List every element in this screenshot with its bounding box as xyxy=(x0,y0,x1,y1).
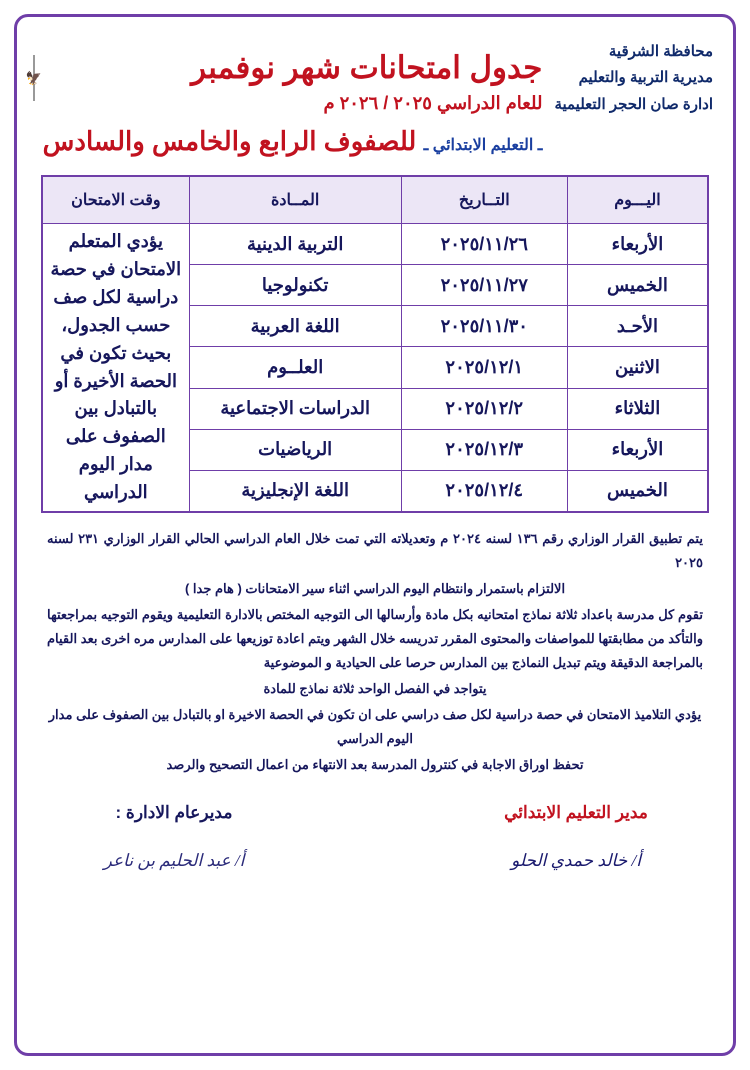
cell-subject: اللغة العربية xyxy=(189,306,401,347)
cell-date: ٢٠٢٥/١٢/٣ xyxy=(401,429,567,470)
cell-day: الأربعاء xyxy=(567,224,708,265)
page-title: جدول امتحانات شهر نوفمبر xyxy=(191,50,543,85)
stage-label: ـ التعليم الابتدائي ـ xyxy=(423,137,543,155)
document-header xyxy=(25,33,713,157)
cell-date: ٢٠٢٥/١١/٢٦ xyxy=(401,224,567,265)
cell-subject: اللغة الإنجليزية xyxy=(189,470,401,512)
document-frame xyxy=(14,14,736,1056)
eagle-emblem-icon: 🦅 xyxy=(25,70,42,86)
authority-line-1: محافظة الشرقية xyxy=(608,43,713,60)
cell-day: الأحـد xyxy=(567,306,708,347)
authority-line-3: ادارة صان الحجر التعليمية xyxy=(554,95,713,113)
exam-schedule-table-wrapper xyxy=(41,175,709,513)
cell-date: ٢٠٢٥/١١/٣٠ xyxy=(401,306,567,347)
grades-title xyxy=(43,126,543,157)
authority-block xyxy=(550,33,713,118)
note-item: الالتزام باستمرار وانتظام اليوم الدراسي اثناء سير الامتحانات ( هام جدا ) xyxy=(184,581,566,597)
cell-day: الاثنين xyxy=(567,347,708,388)
signature-primary-education-director xyxy=(461,803,691,871)
note-item: يؤدي التلاميذ الامتحان في حصة دراسية لكل صف دراسي على ان تكون في الحصة الاخيرة او بالتبادل بين الصفوف على مدار اليوم الدراسي xyxy=(48,707,702,747)
table-row xyxy=(42,224,708,265)
exam-schedule-table xyxy=(41,175,709,513)
signature-title: مدير التعليم الابتدائي xyxy=(504,803,648,823)
cell-exam-time-note: يؤدي المتعلم الامتحان في حصة دراسية لكل صف حسب الجدول، بحيث تكون في الحصة الأخيرة أو بالتبادل بين الصفوف على مدار اليوم الدراسي xyxy=(42,224,189,512)
cell-day: الخميس xyxy=(567,265,708,306)
signature-name: أ/ خالد حمدي الحلو xyxy=(511,851,641,871)
cell-day: الثلاثاء xyxy=(567,388,708,429)
note-item: تقوم كل مدرسة باعداد ثلاثة نماذج امتحانيه بكل مادة وأرسالها الى التوجيه المختص بالادارة التعليمية ويقوم التوجيه بمراجعتها والتأكد من مطابقتها للمواصفات والمحتوى المقرر تدريسه خلال الشهر ويتم اعادة توزيعها على المدارس مره اخرى بعد القيام بالمراجعة الدقيقة ويتم تبديل النماذج بين المدارس حرصا على الحيادية و الموضوعية xyxy=(47,607,703,671)
cell-date: ٢٠٢٥/١٢/١ xyxy=(401,347,567,388)
column-header-time: وقت الامتحان xyxy=(42,176,189,224)
note-item: يتواجد في الفصل الواحد ثلاثة نماذج للمادة xyxy=(263,681,487,697)
note-item: يتم تطبيق القرار الوزاري رقم ١٣٦ لسنه ٢٠٢٤ م وتعديلاته التي تمت خلال العام الدراسي الحالي القرار الوزاري ٢٣١ لسنه ٢٠٢٥ xyxy=(47,531,703,571)
cell-date: ٢٠٢٥/١٢/٢ xyxy=(401,388,567,429)
title-block xyxy=(43,33,543,157)
grades-label: للصفوف الرابع والخامس والسادس xyxy=(42,126,417,157)
academic-year: للعام الدراسي ٢٠٢٥ / ٢٠٢٦ م xyxy=(323,93,543,114)
cell-day: الخميس xyxy=(567,470,708,512)
column-header-subject: المــادة xyxy=(189,176,401,224)
cell-day: الأربعاء xyxy=(567,429,708,470)
cell-date: ٢٠٢٥/١١/٢٧ xyxy=(401,265,567,306)
cell-subject: التربية الدينية xyxy=(189,224,401,265)
cell-subject: الدراسات الاجتماعية xyxy=(189,388,401,429)
authority-line-2: مديرية التربية والتعليم xyxy=(578,69,713,87)
signature-general-director xyxy=(59,803,289,871)
cell-subject: الرياضيات xyxy=(189,429,401,470)
signature-name: أ/ عبد الحليم بن ناعر xyxy=(103,851,245,871)
table-header-row xyxy=(42,176,708,224)
signature-title: مديرعام الادارة : xyxy=(115,803,233,823)
cell-subject: تكنولوجيا xyxy=(189,265,401,306)
table-body xyxy=(42,224,708,512)
column-header-day: اليـــوم xyxy=(567,176,708,224)
cell-subject: العلــوم xyxy=(189,347,401,388)
column-header-date: التــاريخ xyxy=(401,176,567,224)
signature-section xyxy=(37,803,713,871)
egypt-flag-icon xyxy=(25,55,42,101)
cell-date: ٢٠٢٥/١٢/٤ xyxy=(401,470,567,512)
notes-section xyxy=(47,527,703,777)
table-header xyxy=(42,176,708,224)
note-item: تحفظ اوراق الاجابة في كنترول المدرسة بعد الانتهاء من اعمال التصحيح والرصد xyxy=(166,757,584,773)
